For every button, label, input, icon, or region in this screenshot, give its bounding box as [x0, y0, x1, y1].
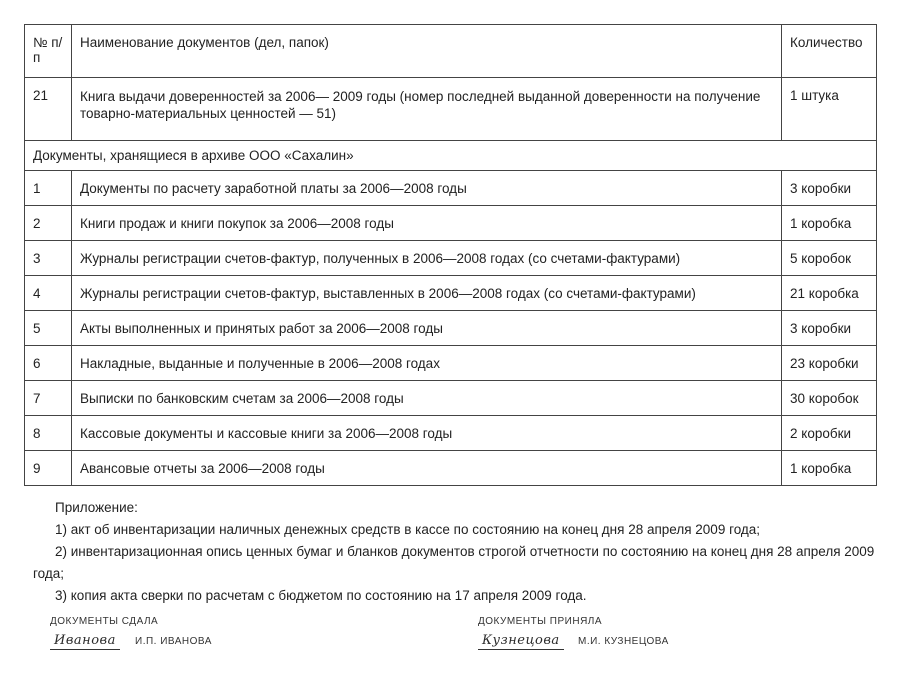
appendix-title: Приложение: — [55, 500, 138, 515]
row-document-name: Книги продаж и книги покупок за 2006—2008 годы — [72, 206, 782, 241]
signer-name: И.П. ИВАНОВА — [135, 636, 212, 647]
row-number: 4 — [25, 276, 72, 311]
row-quantity: 21 коробка — [782, 276, 877, 311]
row-number: 6 — [25, 346, 72, 381]
table-row — [25, 381, 877, 416]
row-number: 7 — [25, 381, 72, 416]
signature-caption: ДОКУМЕНТЫ СДАЛА — [50, 616, 159, 627]
handwritten-signature: Иванова — [50, 633, 120, 650]
table-row — [25, 311, 877, 346]
section-title: Документы, хранящиеся в архиве ООО «Сахалин» — [25, 141, 877, 171]
row-number: 21 — [25, 78, 72, 141]
row-document-name: Накладные, выданные и полученные в 2006—2008 годах — [72, 346, 782, 381]
signature-caption: ДОКУМЕНТЫ ПРИНЯЛА — [478, 616, 603, 627]
row-number: 8 — [25, 416, 72, 451]
signature-block-received — [478, 616, 738, 651]
row-document-name: Кассовые документы и кассовые книги за 2006—2008 годы — [72, 416, 782, 451]
row-quantity: 5 коробок — [782, 241, 877, 276]
row-quantity: 23 коробки — [782, 346, 877, 381]
documents-table — [24, 24, 877, 486]
row-document-name: Журналы регистрации счетов-фактур, выставленных в 2006—2008 годах (со счетами-фактурами) — [72, 276, 782, 311]
header-quantity: Количество — [782, 25, 877, 78]
section-row — [25, 141, 877, 171]
table-row — [25, 241, 877, 276]
appendix-item: 2) инвентаризационная опись ценных бумаг и бланков документов строгой отчетности по состоянию на конец дня 28 апреля 2009 года; — [33, 544, 875, 581]
row-quantity: 2 коробки — [782, 416, 877, 451]
row-document-name: Журналы регистрации счетов-фактур, полученных в 2006—2008 годах (со счетами-фактурами) — [72, 241, 782, 276]
table-row — [25, 451, 877, 486]
table-row — [25, 206, 877, 241]
row-quantity: 1 коробка — [782, 206, 877, 241]
row-document-name: Книга выдачи доверенностей за 2006— 2009 годы (номер последней выданной доверенности на получение товарно-материальных ценностей — 51) — [72, 78, 782, 141]
row-number: 2 — [25, 206, 72, 241]
row-quantity: 3 коробки — [782, 171, 877, 206]
table-row — [25, 416, 877, 451]
header-number: № п/п — [25, 25, 72, 78]
handwritten-signature: Кузнецова — [478, 633, 564, 650]
row-quantity: 1 штука — [782, 78, 877, 141]
row-document-name: Документы по расчету заработной платы за 2006—2008 годы — [72, 171, 782, 206]
row-document-name: Акты выполненных и принятых работ за 2006—2008 годы — [72, 311, 782, 346]
table-header-row — [25, 25, 877, 78]
row-quantity: 1 коробка — [782, 451, 877, 486]
signer-name: М.И. КУЗНЕЦОВА — [578, 636, 669, 647]
signature-block-handed-over — [50, 616, 270, 651]
row-number: 1 — [25, 171, 72, 206]
row-number: 3 — [25, 241, 72, 276]
table-row — [25, 78, 877, 141]
appendix — [33, 497, 883, 607]
row-document-name: Авансовые отчеты за 2006—2008 годы — [72, 451, 782, 486]
row-quantity: 30 коробок — [782, 381, 877, 416]
row-quantity: 3 коробки — [782, 311, 877, 346]
row-document-name: Выписки по банковским счетам за 2006—2008 годы — [72, 381, 782, 416]
table-row — [25, 276, 877, 311]
header-document-name: Наименование документов (дел, папок) — [72, 25, 782, 78]
appendix-item: 1) акт об инвентаризации наличных денежных средств в кассе по состоянию на конец дня 28 апреля 2009 года; — [55, 522, 761, 537]
table-row — [25, 346, 877, 381]
row-number: 5 — [25, 311, 72, 346]
row-number: 9 — [25, 451, 72, 486]
table-row — [25, 171, 877, 206]
appendix-item: 3) копия акта сверки по расчетам с бюджетом по состоянию на 17 апреля 2009 года. — [55, 588, 587, 603]
